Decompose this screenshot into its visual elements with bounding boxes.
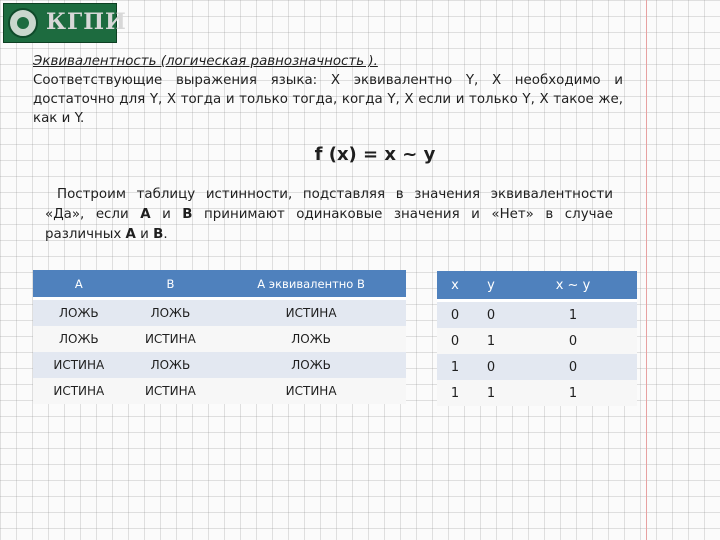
table-cell: 0	[473, 301, 509, 329]
intro-heading: Эквивалентность (логическая равнозначность ).	[33, 54, 378, 69]
column-header-a: А	[33, 270, 125, 299]
table-cell: ЛОЖЬ	[33, 299, 125, 327]
table-row	[33, 352, 406, 378]
table-cell: 1	[437, 354, 473, 380]
explanation-paragraph	[45, 185, 613, 245]
table-cell: ИСТИНА	[33, 378, 125, 404]
table-cell: ЛОЖЬ	[216, 326, 406, 352]
truth-table-binary	[437, 271, 637, 406]
table-cell: 1	[437, 380, 473, 406]
table-cell: 1	[473, 380, 509, 406]
table-cell: ЛОЖЬ	[216, 352, 406, 378]
var-a: А	[140, 207, 151, 222]
column-header-x-equiv-y: x ~ y	[509, 271, 637, 301]
table-cell: 0	[473, 354, 509, 380]
para-text: .	[163, 227, 168, 242]
emblem-icon	[8, 8, 38, 38]
para-text: и	[135, 227, 154, 242]
table-header-row	[33, 270, 406, 299]
table-row	[437, 380, 637, 406]
table-cell: 0	[509, 354, 637, 380]
table-cell: ЛОЖЬ	[33, 326, 125, 352]
table-cell: 0	[437, 301, 473, 329]
para-text: и	[150, 207, 183, 222]
table-header-row	[437, 271, 637, 301]
table-row	[33, 299, 406, 327]
table-cell: ИСТИНА	[216, 299, 406, 327]
logo-text: КГПИ	[46, 9, 127, 35]
column-header-x: x	[437, 271, 473, 301]
para-text: Построим таблицу истинности, подставляя в значения эквивалентности «Да», если	[45, 187, 613, 222]
logo	[3, 3, 127, 43]
intro-block	[33, 52, 623, 128]
table-cell: 0	[437, 328, 473, 354]
table-cell: ЛОЖЬ	[125, 299, 217, 327]
formula: f (x) = x ~ y	[314, 144, 436, 165]
table-row	[437, 328, 637, 354]
para-text: принимают одинаковые значения и «Нет» в случае различных	[45, 207, 613, 242]
table-cell: ИСТИНА	[33, 352, 125, 378]
var-b: В	[182, 207, 193, 222]
table-cell: 1	[509, 301, 637, 329]
table-cell: ЛОЖЬ	[125, 352, 217, 378]
table-row	[33, 326, 406, 352]
table-row	[33, 378, 406, 404]
table-cell: ИСТИНА	[125, 326, 217, 352]
table-cell: ИСТИНА	[216, 378, 406, 404]
table-cell: 0	[509, 328, 637, 354]
truth-table-words	[33, 270, 406, 404]
column-header-y: y	[473, 271, 509, 301]
table-cell: 1	[509, 380, 637, 406]
column-header-equiv: А эквивалентно В	[216, 270, 406, 299]
var-a: А	[125, 227, 136, 242]
intro-text: Соответствующие выражения языка: X эквивалентно Y, X необходимо и достаточно для Y, X тогда и только тогда, когда Y, X если и только Y, X такое же, как и Y.	[33, 73, 623, 126]
table-row	[437, 301, 637, 329]
table-cell: ИСТИНА	[125, 378, 217, 404]
var-b: В	[153, 227, 164, 242]
column-header-b: В	[125, 270, 217, 299]
table-cell: 1	[473, 328, 509, 354]
table-row	[437, 354, 637, 380]
notebook-margin-line	[646, 0, 647, 540]
